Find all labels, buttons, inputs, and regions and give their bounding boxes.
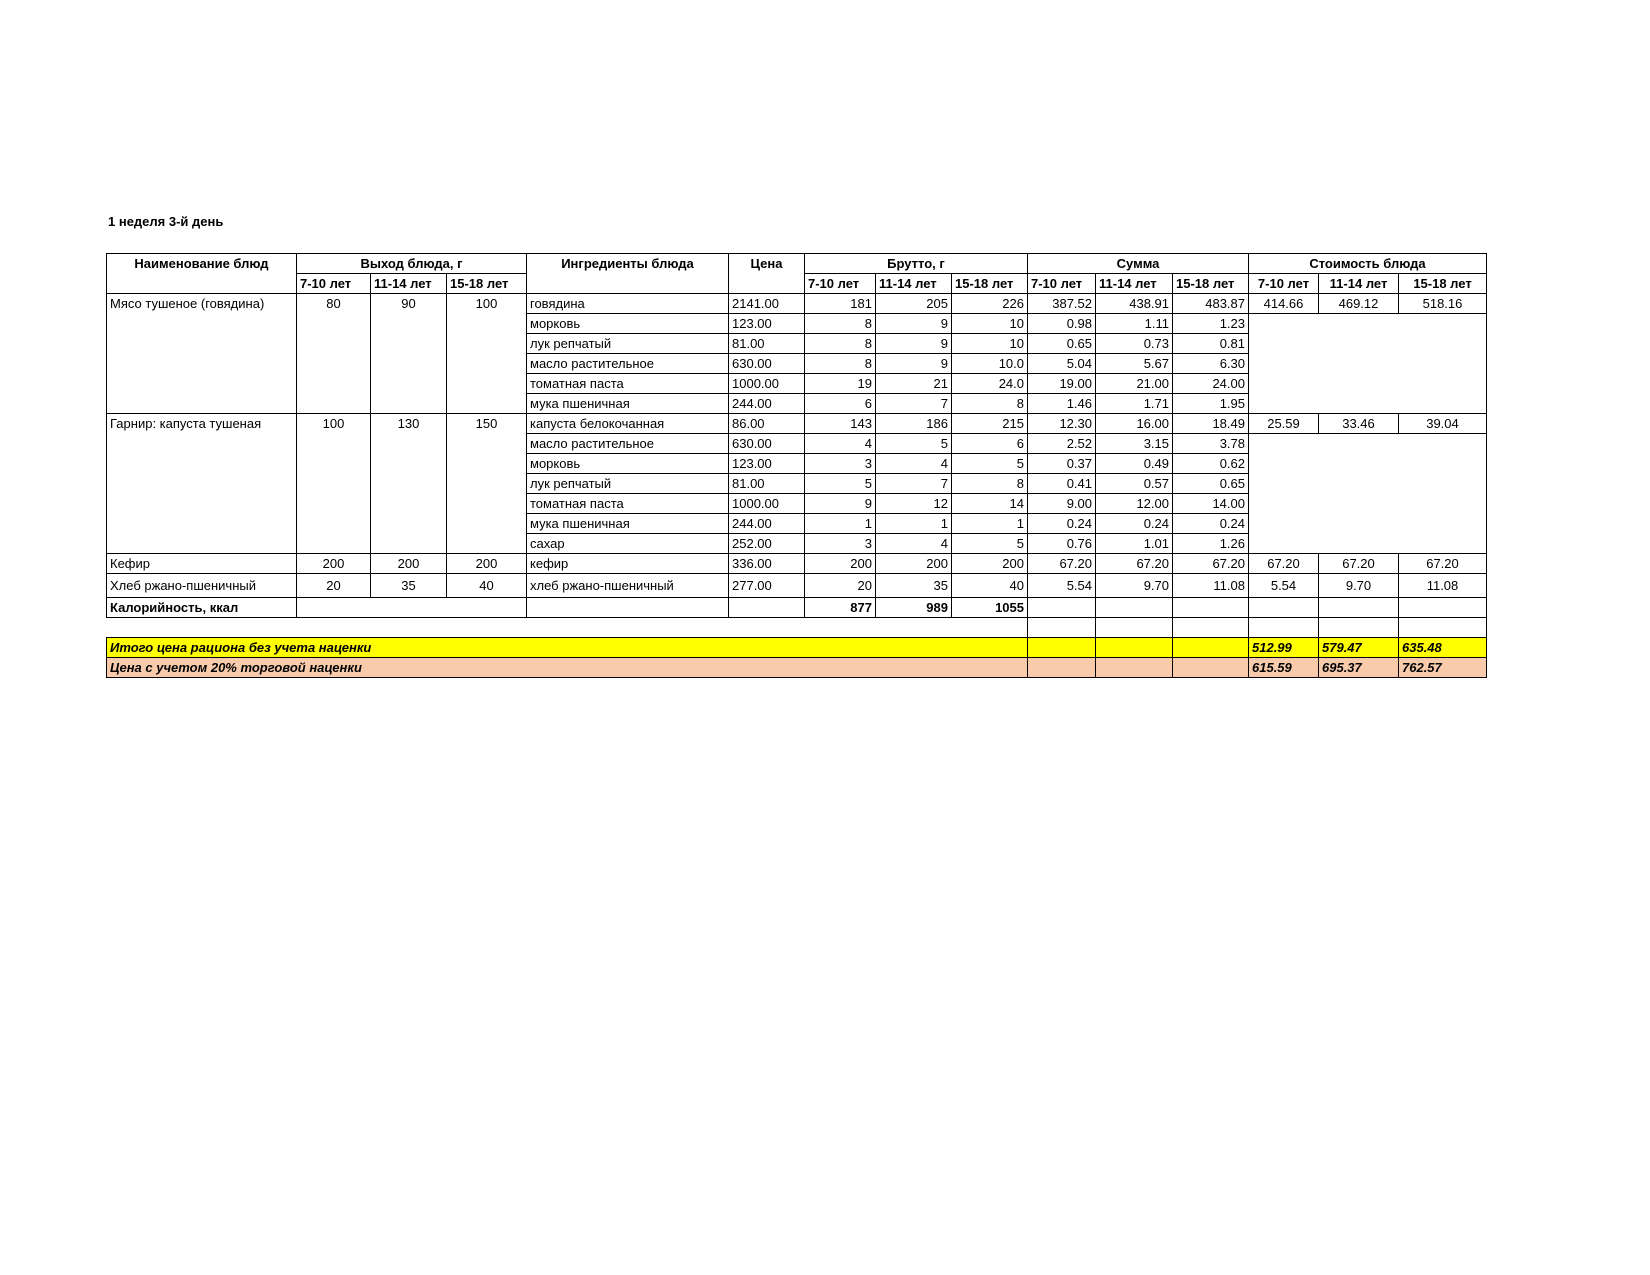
ingredient-price: 244.00 bbox=[729, 394, 805, 414]
spacer-cell bbox=[107, 618, 1028, 638]
ingredient-gross: 8 bbox=[805, 314, 876, 334]
ingredient-sum: 0.65 bbox=[1173, 474, 1249, 494]
ingredient-sum: 0.76 bbox=[1028, 534, 1096, 554]
ingredient-name: сахар bbox=[527, 534, 729, 554]
ingredient-gross: 4 bbox=[805, 434, 876, 454]
header-price: Цена bbox=[729, 254, 805, 294]
empty-cell bbox=[1173, 638, 1249, 658]
header-cost: Стоимость блюда bbox=[1249, 254, 1487, 274]
ingredient-price: 123.00 bbox=[729, 314, 805, 334]
ingredient-sum: 0.37 bbox=[1028, 454, 1096, 474]
ingredient-sum: 14.00 bbox=[1173, 494, 1249, 514]
calories-row bbox=[107, 598, 1487, 618]
ingredient-sum: 0.24 bbox=[1173, 514, 1249, 534]
ingredient-price: 1000.00 bbox=[729, 374, 805, 394]
markup-value: 615.59 bbox=[1249, 658, 1319, 678]
dish-yield: 100 bbox=[447, 294, 527, 414]
ingredient-gross: 205 bbox=[876, 294, 952, 314]
calories-label: Калорийность, ккал bbox=[107, 598, 297, 618]
ingredient-sum: 18.49 bbox=[1173, 414, 1249, 434]
dish-cost-blank bbox=[1249, 314, 1487, 414]
ingredient-sum: 19.00 bbox=[1028, 374, 1096, 394]
header-yield-age1: 7-10 лет bbox=[297, 274, 371, 294]
ingredient-gross: 9 bbox=[876, 354, 952, 374]
dish-yield: 40 bbox=[447, 574, 527, 598]
ingredient-gross: 8 bbox=[805, 334, 876, 354]
dish-cost: 5.54 bbox=[1249, 574, 1319, 598]
header-gross-age2: 11-14 лет bbox=[876, 274, 952, 294]
empty-cell bbox=[1399, 618, 1487, 638]
ingredient-gross: 3 bbox=[805, 454, 876, 474]
empty-cell bbox=[297, 598, 527, 618]
ingredient-name: мука пшеничная bbox=[527, 394, 729, 414]
dish-cost: 39.04 bbox=[1399, 414, 1487, 434]
ingredient-gross: 4 bbox=[876, 534, 952, 554]
header-gross: Брутто, г bbox=[805, 254, 1028, 274]
ingredient-name: масло растительное bbox=[527, 434, 729, 454]
ingredient-price: 123.00 bbox=[729, 454, 805, 474]
ingredient-name: морковь bbox=[527, 454, 729, 474]
empty-cell bbox=[1173, 598, 1249, 618]
dish-cost: 67.20 bbox=[1249, 554, 1319, 574]
dish-cost: 33.46 bbox=[1319, 414, 1399, 434]
dish-yield: 200 bbox=[371, 554, 447, 574]
ingredient-gross: 35 bbox=[876, 574, 952, 598]
ingredient-name: хлеб ржано-пшеничный bbox=[527, 574, 729, 598]
ingredient-sum: 483.87 bbox=[1173, 294, 1249, 314]
empty-cell bbox=[1028, 618, 1096, 638]
ingredient-sum: 0.49 bbox=[1096, 454, 1173, 474]
total-value: 579.47 bbox=[1319, 638, 1399, 658]
ingredient-gross: 7 bbox=[876, 474, 952, 494]
ingredient-gross: 3 bbox=[805, 534, 876, 554]
ingredient-sum: 5.67 bbox=[1096, 354, 1173, 374]
ingredient-gross: 7 bbox=[876, 394, 952, 414]
dish-cost: 11.08 bbox=[1399, 574, 1487, 598]
dish-yield: 90 bbox=[371, 294, 447, 414]
ingredient-gross: 21 bbox=[876, 374, 952, 394]
ingredient-price: 630.00 bbox=[729, 434, 805, 454]
ingredient-sum: 67.20 bbox=[1096, 554, 1173, 574]
ingredient-gross: 226 bbox=[952, 294, 1028, 314]
ingredient-price: 2141.00 bbox=[729, 294, 805, 314]
dish-cost: 518.16 bbox=[1399, 294, 1487, 314]
ingredient-name: морковь bbox=[527, 314, 729, 334]
menu-table bbox=[106, 253, 1487, 678]
ingredient-gross: 8 bbox=[952, 474, 1028, 494]
ingredient-gross: 19 bbox=[805, 374, 876, 394]
header-cost-age3: 15-18 лет bbox=[1399, 274, 1487, 294]
dish-cost-blank bbox=[1249, 434, 1487, 554]
empty-cell bbox=[729, 598, 805, 618]
empty-cell bbox=[1249, 598, 1319, 618]
calories-value: 1055 bbox=[952, 598, 1028, 618]
dish-cost: 469.12 bbox=[1319, 294, 1399, 314]
header-sum-age1: 7-10 лет bbox=[1028, 274, 1096, 294]
ingredient-sum: 0.41 bbox=[1028, 474, 1096, 494]
header-gross-age3: 15-18 лет bbox=[952, 274, 1028, 294]
ingredient-sum: 6.30 bbox=[1173, 354, 1249, 374]
ingredient-gross: 143 bbox=[805, 414, 876, 434]
ingredient-sum: 2.52 bbox=[1028, 434, 1096, 454]
empty-cell bbox=[1319, 618, 1399, 638]
markup-value: 762.57 bbox=[1399, 658, 1487, 678]
dish-yield: 80 bbox=[297, 294, 371, 414]
calories-value: 877 bbox=[805, 598, 876, 618]
calories-value: 989 bbox=[876, 598, 952, 618]
ingredient-sum: 387.52 bbox=[1028, 294, 1096, 314]
ingredient-gross: 5 bbox=[805, 474, 876, 494]
empty-cell bbox=[1028, 598, 1096, 618]
ingredient-gross: 200 bbox=[952, 554, 1028, 574]
dish-yield: 100 bbox=[297, 414, 371, 554]
header-sum-age2: 11-14 лет bbox=[1096, 274, 1173, 294]
ingredient-price: 252.00 bbox=[729, 534, 805, 554]
ingredient-sum: 67.20 bbox=[1028, 554, 1096, 574]
ingredient-gross: 186 bbox=[876, 414, 952, 434]
dish-cost: 67.20 bbox=[1399, 554, 1487, 574]
dish-name: Гарнир: капуста тушеная bbox=[107, 414, 297, 554]
header-dish: Наименование блюд bbox=[107, 254, 297, 294]
header-cost-age1: 7-10 лет bbox=[1249, 274, 1319, 294]
header-ingredients: Ингредиенты блюда bbox=[527, 254, 729, 294]
ingredient-sum: 1.71 bbox=[1096, 394, 1173, 414]
header-sum-age3: 15-18 лет bbox=[1173, 274, 1249, 294]
total-value: 635.48 bbox=[1399, 638, 1487, 658]
ingredient-sum: 24.00 bbox=[1173, 374, 1249, 394]
ingredient-gross: 14 bbox=[952, 494, 1028, 514]
empty-cell bbox=[1173, 618, 1249, 638]
dish-yield: 20 bbox=[297, 574, 371, 598]
ingredient-name: лук репчатый bbox=[527, 334, 729, 354]
markup-value: 695.37 bbox=[1319, 658, 1399, 678]
ingredient-sum: 0.24 bbox=[1028, 514, 1096, 534]
ingredient-gross: 200 bbox=[876, 554, 952, 574]
markup-row bbox=[107, 658, 1487, 678]
ingredient-sum: 12.30 bbox=[1028, 414, 1096, 434]
ingredient-price: 630.00 bbox=[729, 354, 805, 374]
ingredient-name: томатная паста bbox=[527, 494, 729, 514]
page-title: 1 неделя 3-й день bbox=[108, 214, 224, 229]
header-sum: Сумма bbox=[1028, 254, 1249, 274]
ingredient-gross: 5 bbox=[952, 534, 1028, 554]
ingredient-gross: 9 bbox=[876, 334, 952, 354]
ingredient-gross: 8 bbox=[952, 394, 1028, 414]
empty-cell bbox=[1096, 598, 1173, 618]
dish-yield: 150 bbox=[447, 414, 527, 554]
empty-cell bbox=[1028, 638, 1096, 658]
spacer-row bbox=[107, 618, 1487, 638]
ingredient-name: лук репчатый bbox=[527, 474, 729, 494]
ingredient-gross: 6 bbox=[952, 434, 1028, 454]
ingredient-price: 277.00 bbox=[729, 574, 805, 598]
header-yield: Выход блюда, г bbox=[297, 254, 527, 274]
ingredient-sum: 0.98 bbox=[1028, 314, 1096, 334]
ingredient-sum: 3.78 bbox=[1173, 434, 1249, 454]
empty-cell bbox=[1249, 618, 1319, 638]
header-yield-age3: 15-18 лет bbox=[447, 274, 527, 294]
table-row bbox=[107, 294, 1487, 314]
ingredient-sum: 0.24 bbox=[1096, 514, 1173, 534]
ingredient-gross: 200 bbox=[805, 554, 876, 574]
ingredient-sum: 9.00 bbox=[1028, 494, 1096, 514]
ingredient-name: капуста белокочанная bbox=[527, 414, 729, 434]
ingredient-sum: 67.20 bbox=[1173, 554, 1249, 574]
ingredient-sum: 1.23 bbox=[1173, 314, 1249, 334]
dish-name: Хлеб ржано-пшеничный bbox=[107, 574, 297, 598]
ingredient-name: мука пшеничная bbox=[527, 514, 729, 534]
table-row bbox=[107, 414, 1487, 434]
header-gross-age1: 7-10 лет bbox=[805, 274, 876, 294]
empty-cell bbox=[527, 598, 729, 618]
ingredient-sum: 9.70 bbox=[1096, 574, 1173, 598]
empty-cell bbox=[1096, 618, 1173, 638]
ingredient-price: 81.00 bbox=[729, 474, 805, 494]
ingredient-name: масло растительное bbox=[527, 354, 729, 374]
empty-cell bbox=[1173, 658, 1249, 678]
dish-name: Кефир bbox=[107, 554, 297, 574]
total-value: 512.99 bbox=[1249, 638, 1319, 658]
ingredient-gross: 20 bbox=[805, 574, 876, 598]
dish-yield: 200 bbox=[297, 554, 371, 574]
total-row bbox=[107, 638, 1487, 658]
ingredient-sum: 3.15 bbox=[1096, 434, 1173, 454]
dish-yield: 200 bbox=[447, 554, 527, 574]
ingredient-price: 1000.00 bbox=[729, 494, 805, 514]
ingredient-sum: 0.73 bbox=[1096, 334, 1173, 354]
ingredient-gross: 181 bbox=[805, 294, 876, 314]
ingredient-sum: 0.65 bbox=[1028, 334, 1096, 354]
ingredient-gross: 6 bbox=[805, 394, 876, 414]
ingredient-price: 81.00 bbox=[729, 334, 805, 354]
ingredient-gross: 40 bbox=[952, 574, 1028, 598]
ingredient-sum: 12.00 bbox=[1096, 494, 1173, 514]
ingredient-sum: 5.04 bbox=[1028, 354, 1096, 374]
ingredient-price: 244.00 bbox=[729, 514, 805, 534]
dish-yield: 130 bbox=[371, 414, 447, 554]
ingredient-sum: 1.11 bbox=[1096, 314, 1173, 334]
ingredient-gross: 12 bbox=[876, 494, 952, 514]
ingredient-gross: 1 bbox=[876, 514, 952, 534]
dish-yield: 35 bbox=[371, 574, 447, 598]
ingredient-sum: 16.00 bbox=[1096, 414, 1173, 434]
dish-cost: 67.20 bbox=[1319, 554, 1399, 574]
ingredient-sum: 1.26 bbox=[1173, 534, 1249, 554]
ingredient-sum: 21.00 bbox=[1096, 374, 1173, 394]
ingredient-sum: 1.46 bbox=[1028, 394, 1096, 414]
table-row bbox=[107, 554, 1487, 574]
empty-cell bbox=[1096, 658, 1173, 678]
ingredient-gross: 8 bbox=[805, 354, 876, 374]
ingredient-gross: 9 bbox=[805, 494, 876, 514]
ingredient-gross: 10.0 bbox=[952, 354, 1028, 374]
ingredient-gross: 9 bbox=[876, 314, 952, 334]
empty-cell bbox=[1399, 598, 1487, 618]
dish-name: Мясо тушеное (говядина) bbox=[107, 294, 297, 414]
ingredient-gross: 215 bbox=[952, 414, 1028, 434]
dish-cost: 414.66 bbox=[1249, 294, 1319, 314]
empty-cell bbox=[1319, 598, 1399, 618]
markup-label: Цена с учетом 20% торговой наценки bbox=[107, 658, 1028, 678]
ingredient-sum: 1.95 bbox=[1173, 394, 1249, 414]
ingredient-name: говядина bbox=[527, 294, 729, 314]
total-label: Итого цена рациона без учета наценки bbox=[107, 638, 1028, 658]
ingredient-name: кефир bbox=[527, 554, 729, 574]
ingredient-gross: 10 bbox=[952, 314, 1028, 334]
ingredient-sum: 0.81 bbox=[1173, 334, 1249, 354]
header-cost-age2: 11-14 лет bbox=[1319, 274, 1399, 294]
ingredient-sum: 1.01 bbox=[1096, 534, 1173, 554]
ingredient-sum: 0.62 bbox=[1173, 454, 1249, 474]
table-row bbox=[107, 574, 1487, 598]
ingredient-price: 336.00 bbox=[729, 554, 805, 574]
ingredient-name: томатная паста bbox=[527, 374, 729, 394]
ingredient-gross: 5 bbox=[876, 434, 952, 454]
ingredient-gross: 5 bbox=[952, 454, 1028, 474]
empty-cell bbox=[1028, 658, 1096, 678]
ingredient-gross: 4 bbox=[876, 454, 952, 474]
ingredient-gross: 1 bbox=[952, 514, 1028, 534]
ingredient-sum: 5.54 bbox=[1028, 574, 1096, 598]
header-yield-age2: 11-14 лет bbox=[371, 274, 447, 294]
ingredient-price: 86.00 bbox=[729, 414, 805, 434]
dish-cost: 9.70 bbox=[1319, 574, 1399, 598]
ingredient-gross: 24.0 bbox=[952, 374, 1028, 394]
ingredient-gross: 1 bbox=[805, 514, 876, 534]
ingredient-sum: 0.57 bbox=[1096, 474, 1173, 494]
ingredient-gross: 10 bbox=[952, 334, 1028, 354]
dish-cost: 25.59 bbox=[1249, 414, 1319, 434]
empty-cell bbox=[1096, 638, 1173, 658]
table-body bbox=[107, 294, 1487, 678]
ingredient-sum: 438.91 bbox=[1096, 294, 1173, 314]
ingredient-sum: 11.08 bbox=[1173, 574, 1249, 598]
